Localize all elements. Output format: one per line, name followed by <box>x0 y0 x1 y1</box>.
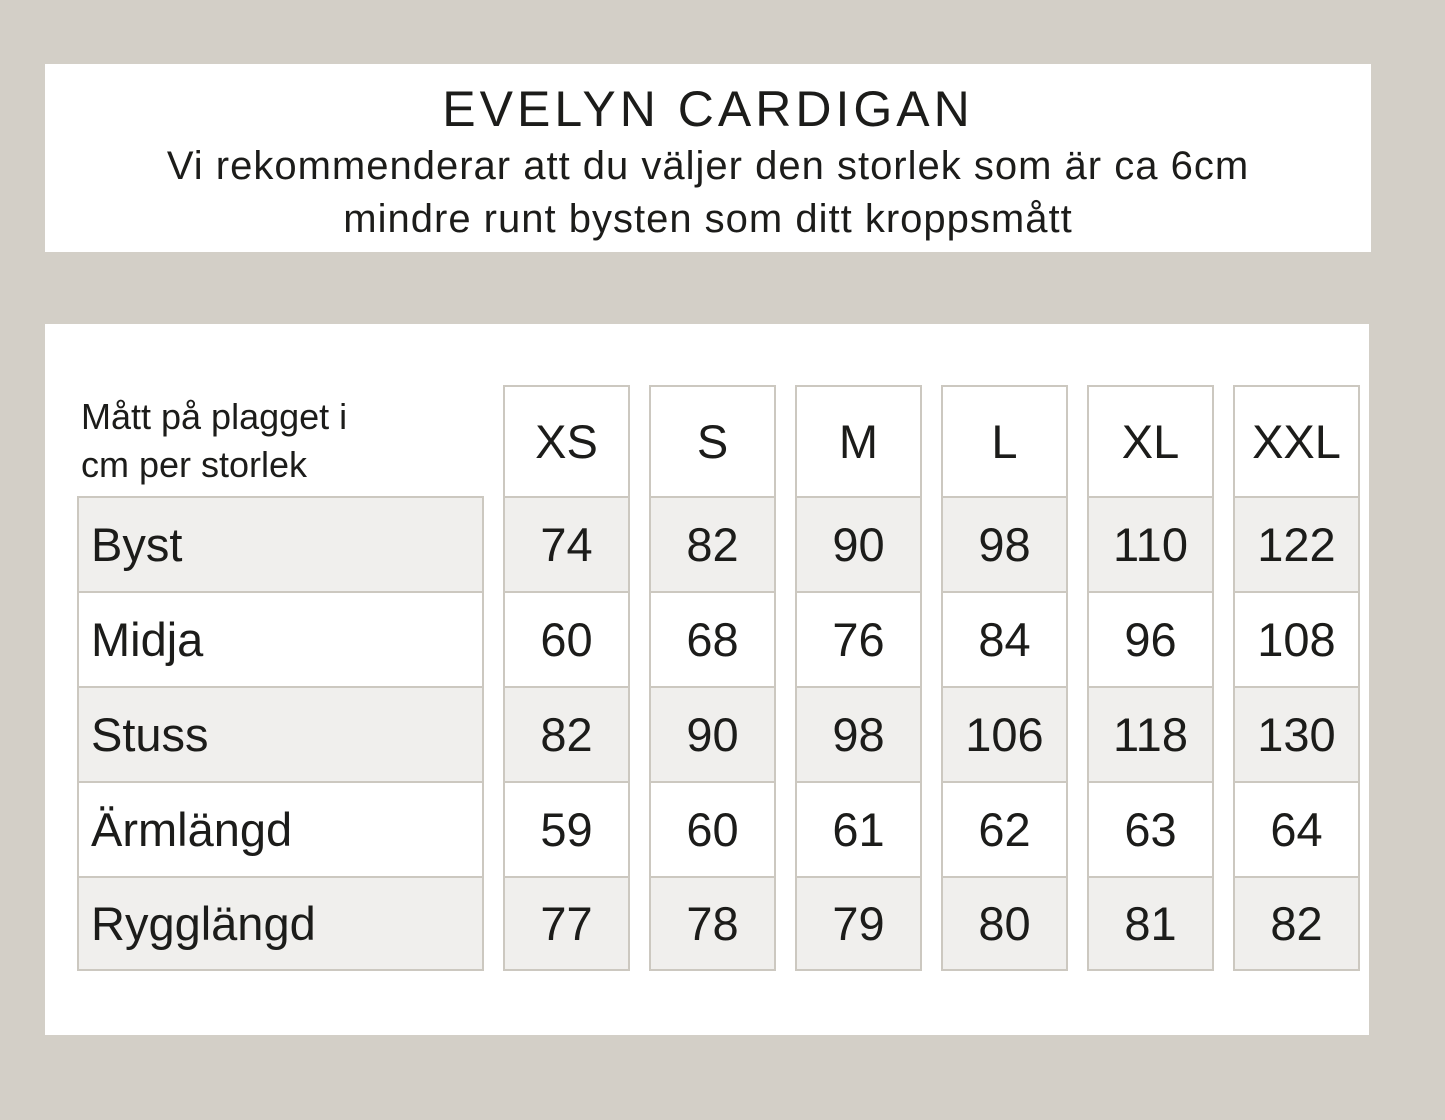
row-label-armlangd: Ärmlängd <box>77 781 484 876</box>
size-chart-card <box>45 324 1369 1035</box>
value-rygglangd-xxl: 82 <box>1233 876 1360 971</box>
value-midja-xs: 60 <box>503 591 630 686</box>
value-armlangd-xxl: 64 <box>1233 781 1360 876</box>
value-armlangd-s: 60 <box>649 781 776 876</box>
value-byst-xl: 110 <box>1087 496 1214 591</box>
value-stuss-s: 90 <box>649 686 776 781</box>
page-title: EVELYN CARDIGAN <box>442 81 974 137</box>
value-byst-xs: 74 <box>503 496 630 591</box>
value-stuss-l: 106 <box>941 686 1068 781</box>
value-rygglangd-m: 79 <box>795 876 922 971</box>
size-column-header-xl: XL <box>1087 385 1214 496</box>
value-byst-s: 82 <box>649 496 776 591</box>
size-column-header-xxl: XXL <box>1233 385 1360 496</box>
subtitle-line-1: Vi rekommenderar att du väljer den storlek som är ca 6cm <box>166 144 1250 188</box>
row-label-stuss: Stuss <box>77 686 484 781</box>
value-stuss-m: 98 <box>795 686 922 781</box>
subtitle-line-2: mindre runt bysten som ditt kroppsmått <box>343 197 1073 241</box>
size-column-header-s: S <box>649 385 776 496</box>
value-byst-m: 90 <box>795 496 922 591</box>
value-midja-m: 76 <box>795 591 922 686</box>
value-rygglangd-xs: 77 <box>503 876 630 971</box>
value-armlangd-m: 61 <box>795 781 922 876</box>
value-midja-l: 84 <box>941 591 1068 686</box>
corner-label-line-2: cm per storlek <box>81 443 308 485</box>
value-armlangd-xl: 63 <box>1087 781 1214 876</box>
size-column-header-l: L <box>941 385 1068 496</box>
value-stuss-xxl: 130 <box>1233 686 1360 781</box>
row-label-midja: Midja <box>77 591 484 686</box>
corner-label <box>77 385 484 496</box>
value-midja-s: 68 <box>649 591 776 686</box>
value-midja-xxl: 108 <box>1233 591 1360 686</box>
value-armlangd-l: 62 <box>941 781 1068 876</box>
row-label-byst: Byst <box>77 496 484 591</box>
corner-label-line-1: Mått på plagget i <box>81 395 348 437</box>
value-stuss-xl: 118 <box>1087 686 1214 781</box>
value-byst-l: 98 <box>941 496 1068 591</box>
value-byst-xxl: 122 <box>1233 496 1360 591</box>
value-armlangd-xs: 59 <box>503 781 630 876</box>
size-column-header-xs: XS <box>503 385 630 496</box>
value-rygglangd-l: 80 <box>941 876 1068 971</box>
value-midja-xl: 96 <box>1087 591 1214 686</box>
header-card <box>45 64 1371 252</box>
size-column-header-m: M <box>795 385 922 496</box>
value-stuss-xs: 82 <box>503 686 630 781</box>
size-table <box>77 385 1360 971</box>
row-label-rygglangd: Rygglängd <box>77 876 484 971</box>
value-rygglangd-s: 78 <box>649 876 776 971</box>
value-rygglangd-xl: 81 <box>1087 876 1214 971</box>
